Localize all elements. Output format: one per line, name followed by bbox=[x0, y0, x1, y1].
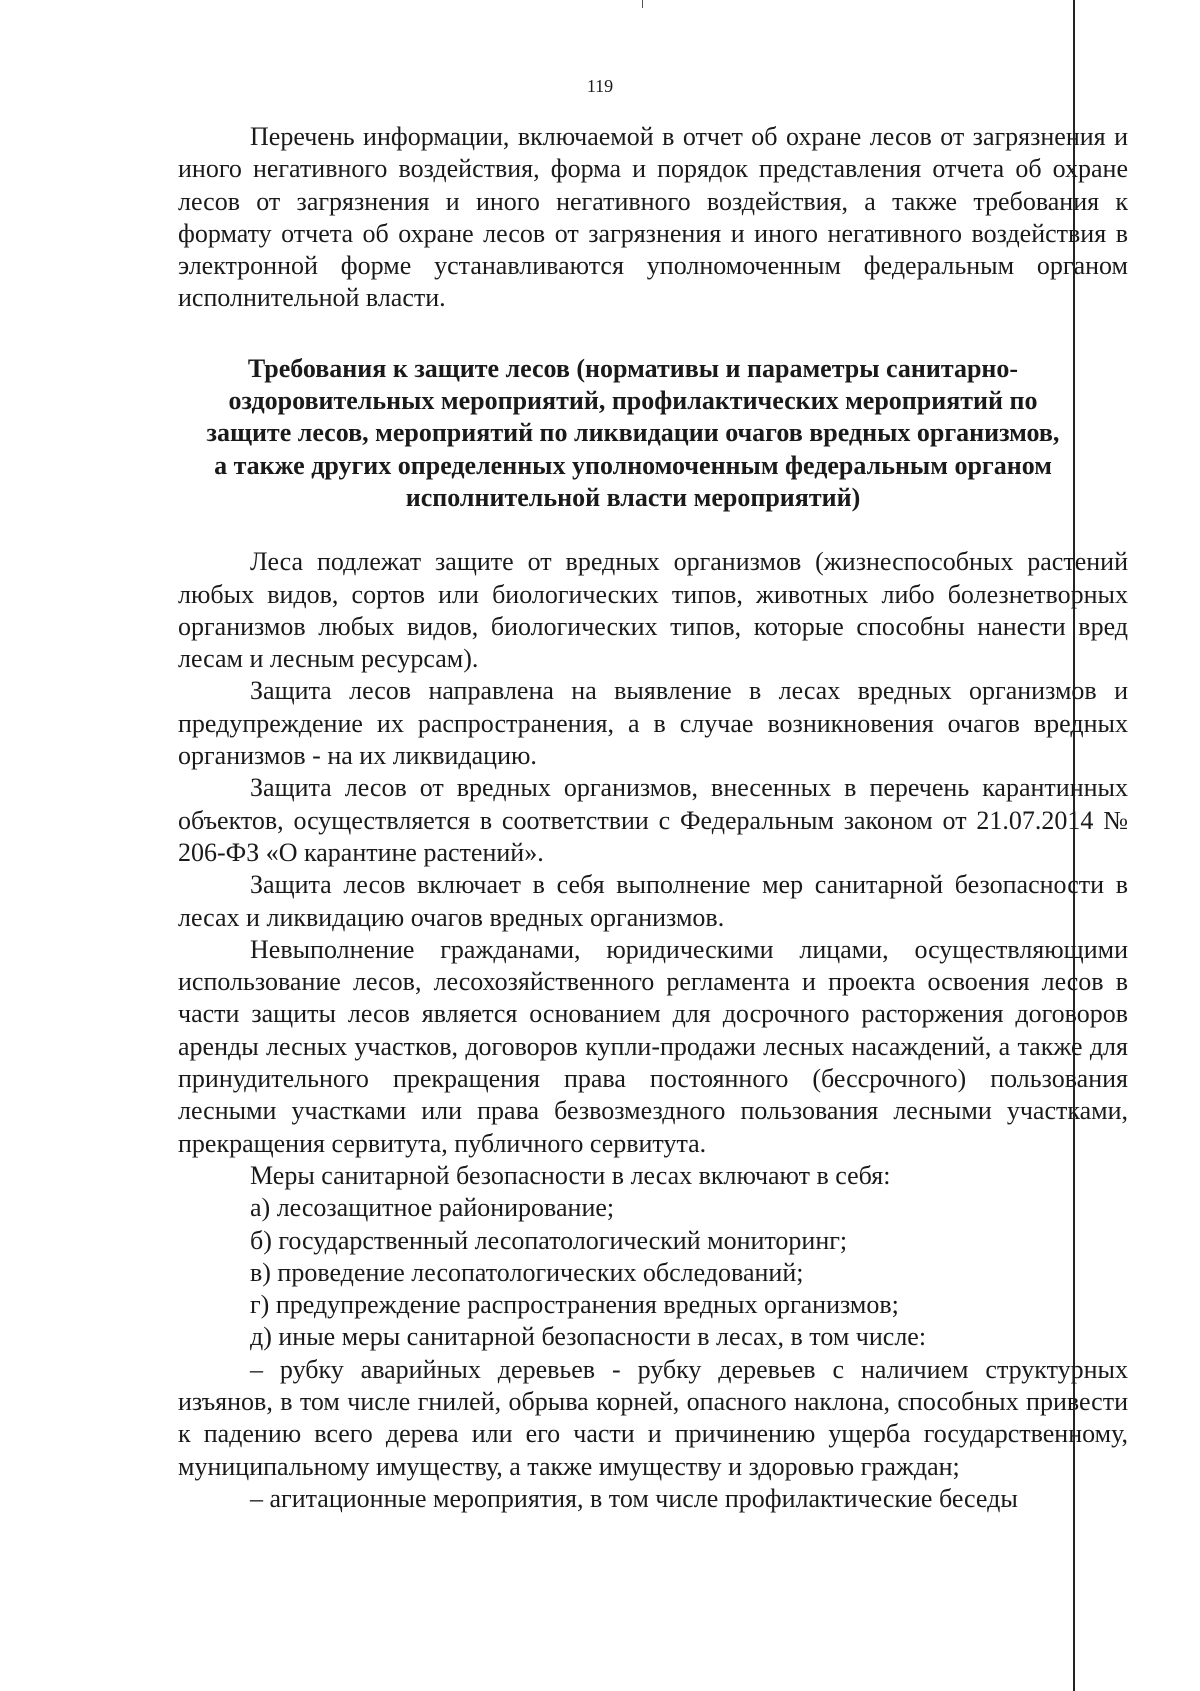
scan-mark bbox=[642, 0, 643, 8]
heading-line: оздоровительных мероприятий, профилактических мероприятий по bbox=[228, 386, 1038, 416]
body-paragraph: Невыполнение гражданами, юридическими лицами, осуществляющими использование лесов, лесохозяйственного регламента и проекта освоения лесов в части защиты лесов является основанием для досрочного расторжения договоров аренды лесных участков, договоров купли-продажи лесных насаждений, а также для принудительного прекращения права постоянного (бессрочного) пользования лесными участками или права безвозмездного пользования лесными участками, прекращения сервитута, публичного сервитута. bbox=[178, 934, 1128, 1158]
measure-item: д) иные меры санитарной безопасности в лесах, в том числе: bbox=[250, 1322, 927, 1352]
document-body bbox=[178, 121, 1128, 1515]
intro-paragraph: Перечень информации, включаемой в отчет об охране лесов от загрязнения и иного негативного воздействия, форма и порядок представления отчета об охране лесов от загрязнения и иного негативного воздействия, а также требования к формату отчета об охране лесов от загрязнения и иного негативного воздействия в электронной форме устанавливаются уполномоченным федеральным органом исполнительной власти. bbox=[178, 122, 1128, 313]
section-heading bbox=[178, 353, 1088, 514]
body-paragraph: Защита лесов включает в себя выполнение мер санитарной безопасности в лесах и ликвидацию очагов вредных организмов. bbox=[178, 870, 1128, 932]
dash-item: – агитационные мероприятия, в том числе профилактические беседы bbox=[250, 1483, 1018, 1513]
dash-item: – рубку аварийных деревьев - рубку деревьев с наличием структурных изъянов, в том числе гнилей, обрыва корней, опасного наклона, способных привести к падению всего дерева или его части и причинению ущерба государственному, муниципальному имуществу, а также имуществу и здоровью граждан; bbox=[178, 1354, 1128, 1481]
body-paragraph: Защита лесов от вредных организмов, внесенных в перечень карантинных объектов, осуществляется в соответствии с Федеральным законом от 21.07.2014 № 206-ФЗ «О карантине растений». bbox=[178, 773, 1128, 867]
measure-item: г) предупреждение распространения вредных организмов; bbox=[250, 1290, 899, 1320]
measure-item: а) лесозащитное районирование; bbox=[250, 1193, 615, 1223]
measures-intro: Меры санитарной безопасности в лесах включают в себя: bbox=[250, 1160, 891, 1190]
body-paragraph: Защита лесов направлена на выявление в лесах вредных организмов и предупреждение их распространения, а в случае возникновения очагов вредных организмов - на их ликвидацию. bbox=[178, 676, 1128, 771]
heading-line: исполнительной власти мероприятий) bbox=[405, 482, 861, 512]
body-paragraph: Леса подлежат защите от вредных организмов (жизнеспособных растений любых видов, сортов или биологических типов, животных либо болезнетворных организмов любых видов, биологических типов, которые способны нанести вред лесам и лесным ресурсам). bbox=[178, 547, 1128, 674]
heading-line: а также других определенных уполномоченным федеральным органом bbox=[214, 450, 1052, 480]
heading-line: защите лесов, мероприятий по ликвидации очагов вредных организмов, bbox=[206, 418, 1060, 448]
measure-item: б) государственный лесопатологический мониторинг; bbox=[250, 1225, 848, 1255]
measure-item: в) проведение лесопатологических обследований; bbox=[250, 1257, 804, 1287]
heading-line: Требования к защите лесов (нормативы и параметры санитарно- bbox=[247, 353, 1019, 383]
page-number: 119 bbox=[586, 76, 614, 96]
